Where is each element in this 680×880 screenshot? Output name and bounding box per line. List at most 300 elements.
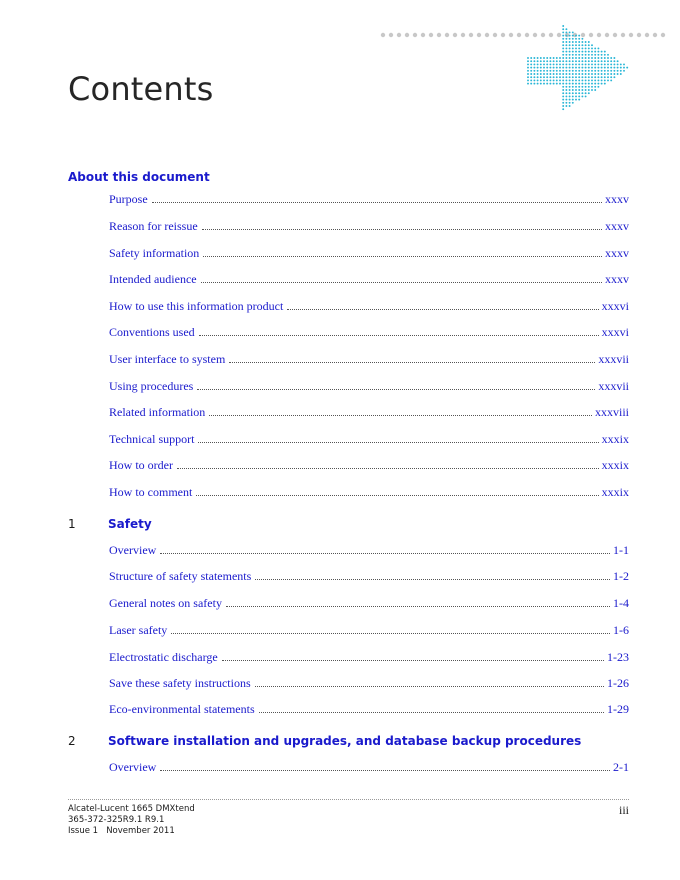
arrow-dot — [572, 92, 574, 94]
arrow-dot — [617, 67, 619, 69]
arrow-dot — [591, 51, 593, 53]
arrow-dot — [572, 83, 574, 85]
arrow-dot — [613, 70, 615, 72]
arrow-dot — [537, 60, 539, 62]
arrow-dot — [578, 99, 580, 101]
arrow-dot — [569, 67, 571, 69]
arrow-dot — [565, 47, 567, 49]
arrow-dot — [546, 67, 548, 69]
toc-entry-page: xxxvi — [601, 299, 629, 313]
arrow-dot — [575, 70, 577, 72]
arrow-dot — [588, 60, 590, 62]
toc-entry-label: Safety information — [109, 246, 200, 260]
arrow-dot — [572, 63, 574, 65]
arrow-dot — [569, 54, 571, 56]
arrow-dot — [540, 73, 542, 75]
arrow-dot — [604, 57, 606, 59]
decorative-dot — [453, 33, 457, 37]
decorative-dot — [429, 33, 433, 37]
arrow-dot — [597, 73, 599, 75]
arrow-dot — [572, 51, 574, 53]
arrow-dot — [607, 73, 609, 75]
arrow-dot — [565, 44, 567, 46]
arrow-dot — [572, 31, 574, 33]
arrow-dot — [559, 76, 561, 78]
arrow-dot — [578, 79, 580, 81]
arrow-dot — [565, 41, 567, 43]
arrow-dot — [556, 79, 558, 81]
arrow-dot — [575, 67, 577, 69]
arrow-dot — [604, 79, 606, 81]
section-number: 1 — [68, 517, 76, 531]
arrow-dot — [533, 83, 535, 85]
arrow-dot — [613, 60, 615, 62]
arrow-dot — [610, 70, 612, 72]
arrow-dot — [565, 79, 567, 81]
footer-document-number: 365-372-325R9.1 R9.1 — [68, 815, 165, 825]
arrow-dot — [572, 60, 574, 62]
dot-leader — [209, 414, 592, 416]
arrow-dot — [575, 73, 577, 75]
toc-entry-conventions-used[interactable] — [109, 324, 629, 340]
arrow-dot — [578, 86, 580, 88]
arrow-dot — [553, 70, 555, 72]
arrow-dot — [543, 73, 545, 75]
toc-entry-overview[interactable] — [109, 542, 629, 558]
arrow-dot — [597, 79, 599, 81]
arrow-dot — [572, 76, 574, 78]
arrow-dot — [527, 60, 529, 62]
arrow-dot — [543, 79, 545, 81]
arrow-dot — [607, 70, 609, 72]
arrow-dot — [562, 70, 564, 72]
arrow-dot — [594, 67, 596, 69]
arrow-dot — [588, 67, 590, 69]
arrow-dot — [597, 83, 599, 85]
arrow-dot — [572, 99, 574, 101]
arrow-dot — [588, 86, 590, 88]
arrow-dot — [578, 92, 580, 94]
arrow-dot — [601, 70, 603, 72]
arrow-dot — [581, 38, 583, 40]
arrow-dot — [562, 73, 564, 75]
arrow-dot — [626, 67, 628, 69]
arrow-dot — [613, 73, 615, 75]
arrow-dot — [591, 76, 593, 78]
arrow-dot — [585, 95, 587, 97]
arrow-dot — [594, 70, 596, 72]
toc-entry-general-notes[interactable] — [109, 595, 629, 611]
arrow-dot — [565, 70, 567, 72]
arrow-dot — [543, 60, 545, 62]
arrow-dot — [546, 83, 548, 85]
arrow-dot — [556, 83, 558, 85]
arrow-dot — [581, 41, 583, 43]
arrow-dot — [623, 67, 625, 69]
arrow-dot — [562, 35, 564, 37]
arrow-dot — [565, 76, 567, 78]
arrow-dot — [604, 51, 606, 53]
arrow-dot — [569, 70, 571, 72]
arrow-dot — [578, 54, 580, 56]
arrow-dot — [537, 57, 539, 59]
toc-entry-page: 1-6 — [613, 623, 629, 637]
arrow-dot — [556, 73, 558, 75]
arrow-dot — [530, 76, 532, 78]
arrow-dot — [559, 73, 561, 75]
arrow-dot — [565, 86, 567, 88]
dot-leader — [160, 552, 610, 554]
toc-entry-page: xxxvii — [598, 379, 629, 393]
decorative-dot — [381, 33, 385, 37]
arrow-dot — [585, 60, 587, 62]
decorative-dot — [509, 33, 513, 37]
arrow-dot — [575, 47, 577, 49]
toc-entry-eco-environmental[interactable] — [109, 701, 629, 717]
arrow-dot — [569, 63, 571, 65]
toc-entry-label: How to order — [109, 458, 173, 472]
toc-entry-label: How to comment — [109, 485, 193, 499]
arrow-dot — [537, 76, 539, 78]
footer-document-info — [68, 804, 195, 837]
arrow-dot — [549, 67, 551, 69]
arrow-dot — [565, 99, 567, 101]
arrow-dot — [572, 35, 574, 37]
toc-entry-reason-for-reissue[interactable] — [109, 218, 629, 234]
arrow-dot — [537, 83, 539, 85]
toc-entry-label: Intended audience — [109, 272, 197, 286]
arrow-dot — [585, 51, 587, 53]
arrow-dot — [546, 73, 548, 75]
arrow-dot — [613, 67, 615, 69]
arrow-dot — [578, 35, 580, 37]
arrow-dot — [575, 57, 577, 59]
page-title: Contents — [68, 70, 214, 108]
arrow-dot — [597, 70, 599, 72]
arrow-dot — [601, 63, 603, 65]
arrow-dot — [620, 70, 622, 72]
arrow-dot — [549, 70, 551, 72]
arrow-dot — [594, 76, 596, 78]
arrow-dot — [594, 83, 596, 85]
arrow-dot — [553, 57, 555, 59]
arrow-dot — [546, 60, 548, 62]
arrow-dot — [527, 70, 529, 72]
arrow-dot — [556, 63, 558, 65]
dot-leader — [171, 632, 610, 634]
arrow-dot — [530, 73, 532, 75]
arrow-dot — [578, 63, 580, 65]
toc-entry-safety-information[interactable] — [109, 245, 629, 261]
toc-entry-page: 1-26 — [607, 676, 629, 690]
arrow-dot — [588, 63, 590, 65]
arrow-dot — [569, 31, 571, 33]
arrow-dot — [617, 73, 619, 75]
arrow-dot — [581, 70, 583, 72]
toc-entry-user-interface[interactable] — [109, 351, 629, 367]
arrow-dot — [569, 47, 571, 49]
arrow-dot — [546, 63, 548, 65]
toc-entry-technical-support[interactable] — [109, 431, 629, 447]
arrow-dot — [578, 67, 580, 69]
arrow-dot — [537, 70, 539, 72]
arrow-dot — [591, 83, 593, 85]
toc-entry-label: Electrostatic discharge — [109, 650, 218, 664]
arrow-dot — [533, 63, 535, 65]
arrow-dot — [601, 73, 603, 75]
arrow-dot — [565, 38, 567, 40]
arrow-dot — [601, 83, 603, 85]
toc-entry-page: 1-2 — [613, 569, 629, 583]
decorative-dot — [405, 33, 409, 37]
toc-entry-structure-of-safety-statements[interactable] — [109, 568, 629, 584]
arrow-dot — [527, 73, 529, 75]
toc-entry-page: xxxix — [601, 458, 629, 472]
arrow-dot — [575, 63, 577, 65]
arrow-dot — [569, 86, 571, 88]
arrow-dot — [565, 89, 567, 91]
arrow-dot — [585, 83, 587, 85]
toc-entry-label: Eco-environmental statements — [109, 702, 255, 716]
arrow-dot — [562, 38, 564, 40]
arrow-dot — [549, 76, 551, 78]
toc-entry-related-information[interactable] — [109, 404, 629, 420]
arrow-dot — [562, 60, 564, 62]
decorative-dot — [637, 33, 641, 37]
arrow-dot — [575, 95, 577, 97]
arrow-dot — [543, 76, 545, 78]
toc-entry-overview[interactable] — [109, 759, 629, 775]
dot-leader — [198, 441, 598, 443]
arrow-dot — [597, 86, 599, 88]
arrow-dot — [588, 41, 590, 43]
arrow-dot — [585, 47, 587, 49]
arrow-dot — [588, 70, 590, 72]
toc-entry-how-to-order[interactable] — [109, 457, 629, 473]
arrow-dot — [530, 60, 532, 62]
arrow-dot — [601, 79, 603, 81]
dot-leader — [255, 685, 604, 687]
arrow-dot — [581, 47, 583, 49]
decorative-dot — [469, 33, 473, 37]
arrow-dot — [588, 79, 590, 81]
arrow-dot — [588, 51, 590, 53]
arrow-dot — [597, 67, 599, 69]
section-title: About this document — [68, 170, 210, 184]
arrow-dot — [565, 73, 567, 75]
decorative-dot — [445, 33, 449, 37]
arrow-dot — [604, 63, 606, 65]
arrow-dot — [559, 79, 561, 81]
toc-entry-label: Conventions used — [109, 325, 195, 339]
arrow-dot — [575, 89, 577, 91]
arrow-dot — [562, 54, 564, 56]
dot-leader — [152, 201, 602, 203]
toc-entry-page: 1-1 — [613, 543, 629, 557]
toc-entry-label: Overview — [109, 543, 157, 557]
toc-entry-page: 2-1 — [613, 760, 629, 774]
arrow-dot — [588, 44, 590, 46]
dot-leader — [259, 711, 604, 713]
arrow-dot — [610, 60, 612, 62]
toc-entry-page: 1-29 — [607, 702, 629, 716]
arrow-dot — [575, 51, 577, 53]
arrow-dot — [578, 73, 580, 75]
arrow-dot — [581, 67, 583, 69]
arrow-dot — [562, 83, 564, 85]
arrow-dot — [581, 89, 583, 91]
arrow-dot — [543, 67, 545, 69]
arrow-dot — [556, 60, 558, 62]
arrow-dot — [585, 79, 587, 81]
arrow-dot — [591, 70, 593, 72]
arrow-dot — [601, 76, 603, 78]
section-title: Safety — [108, 517, 152, 531]
arrow-dot — [610, 63, 612, 65]
arrow-dot — [540, 76, 542, 78]
arrow-dot — [604, 83, 606, 85]
arrow-dot — [565, 83, 567, 85]
arrow-dot — [562, 86, 564, 88]
arrow-dot — [537, 63, 539, 65]
arrow-dot — [533, 73, 535, 75]
arrow-dot — [575, 86, 577, 88]
arrow-dot — [569, 102, 571, 104]
arrow-dot — [553, 63, 555, 65]
arrow-dot — [581, 44, 583, 46]
arrow-dot — [572, 95, 574, 97]
arrow-dot — [581, 63, 583, 65]
decorative-dot — [461, 33, 465, 37]
arrow-dot — [565, 51, 567, 53]
arrow-dot — [565, 92, 567, 94]
toc-entry-how-to-comment[interactable] — [109, 484, 629, 500]
footer-divider — [68, 799, 629, 800]
arrow-dot — [588, 47, 590, 49]
arrow-dot — [565, 35, 567, 37]
arrow-dot — [527, 76, 529, 78]
arrow-dot — [585, 70, 587, 72]
toc-entry-label: Purpose — [109, 192, 148, 206]
arrow-dot — [610, 57, 612, 59]
arrow-dot — [575, 44, 577, 46]
arrow-dot — [575, 41, 577, 43]
toc-entry-page: xxxix — [601, 432, 629, 446]
arrow-dot — [601, 57, 603, 59]
toc-entry-using-procedures[interactable] — [109, 378, 629, 394]
arrow-dot — [594, 79, 596, 81]
arrow-dot — [585, 57, 587, 59]
toc-entry-how-to-use[interactable] — [109, 298, 629, 314]
arrow-dot — [527, 67, 529, 69]
toc-entry-label: Save these safety instructions — [109, 676, 251, 690]
arrow-dot — [591, 79, 593, 81]
decorative-dot — [645, 33, 649, 37]
dot-leader — [199, 334, 599, 336]
arrow-dot — [540, 63, 542, 65]
toc-entry-laser-safety[interactable] — [109, 622, 629, 638]
arrow-dot — [591, 86, 593, 88]
arrow-dot — [610, 76, 612, 78]
arrow-dot — [569, 73, 571, 75]
arrow-dot — [559, 63, 561, 65]
arrow-dot — [559, 83, 561, 85]
arrow-dot — [562, 25, 564, 27]
arrow-dot — [533, 57, 535, 59]
toc-entry-label: Laser safety — [109, 623, 168, 637]
toc-entry-page: xxxvi — [601, 325, 629, 339]
toc-entry-page: 1-4 — [613, 596, 629, 610]
arrow-dot — [549, 63, 551, 65]
arrow-dot — [578, 95, 580, 97]
toc-entry-save-instructions[interactable] — [109, 675, 629, 691]
arrow-dot — [575, 38, 577, 40]
toc-entry-label: Technical support — [109, 432, 195, 446]
decorative-dot — [653, 33, 657, 37]
toc-entry-page: xxxviii — [594, 405, 629, 419]
arrow-dot — [575, 54, 577, 56]
arrow-dot — [556, 57, 558, 59]
arrow-dot — [588, 54, 590, 56]
arrow-dot — [591, 54, 593, 56]
arrow-dot — [546, 76, 548, 78]
arrow-dot — [604, 60, 606, 62]
toc-entry-purpose[interactable] — [109, 191, 629, 207]
arrow-dot — [607, 54, 609, 56]
toc-entry-label: General notes on safety — [109, 596, 222, 610]
toc-entry-page: 1-23 — [607, 650, 629, 664]
arrow-dot — [527, 57, 529, 59]
decorative-dot — [413, 33, 417, 37]
arrow-dot — [591, 44, 593, 46]
arrow-dot — [562, 57, 564, 59]
arrow-dot — [549, 83, 551, 85]
arrow-dot — [575, 35, 577, 37]
toc-entry-label: User interface to system — [109, 352, 226, 366]
arrow-dot — [575, 60, 577, 62]
arrow-dot — [581, 51, 583, 53]
arrow-dot — [588, 83, 590, 85]
arrow-dot — [607, 60, 609, 62]
arrow-dot — [594, 86, 596, 88]
arrow-dot — [620, 67, 622, 69]
arrow-dot — [569, 41, 571, 43]
dot-leader — [222, 659, 604, 661]
arrow-dot — [572, 47, 574, 49]
arrow-dot — [607, 57, 609, 59]
arrow-dot — [569, 57, 571, 59]
arrow-dot — [617, 60, 619, 62]
arrow-dot — [556, 70, 558, 72]
arrow-dot — [569, 38, 571, 40]
arrow-dot — [610, 73, 612, 75]
arrow-dot — [613, 57, 615, 59]
arrow-dot — [578, 76, 580, 78]
arrow-dot — [569, 95, 571, 97]
arrow-dot — [565, 63, 567, 65]
arrow-dot — [585, 67, 587, 69]
arrow-dot — [546, 57, 548, 59]
arrow-dot — [562, 76, 564, 78]
arrow-dot — [546, 70, 548, 72]
toc-entry-electrostatic-discharge[interactable] — [109, 649, 629, 665]
arrow-dot — [572, 102, 574, 104]
dot-leader — [203, 255, 602, 257]
arrow-dot — [559, 57, 561, 59]
arrow-dot — [581, 54, 583, 56]
toc-entry-intended-audience[interactable] — [109, 271, 629, 287]
toc-entry-label: Overview — [109, 760, 157, 774]
